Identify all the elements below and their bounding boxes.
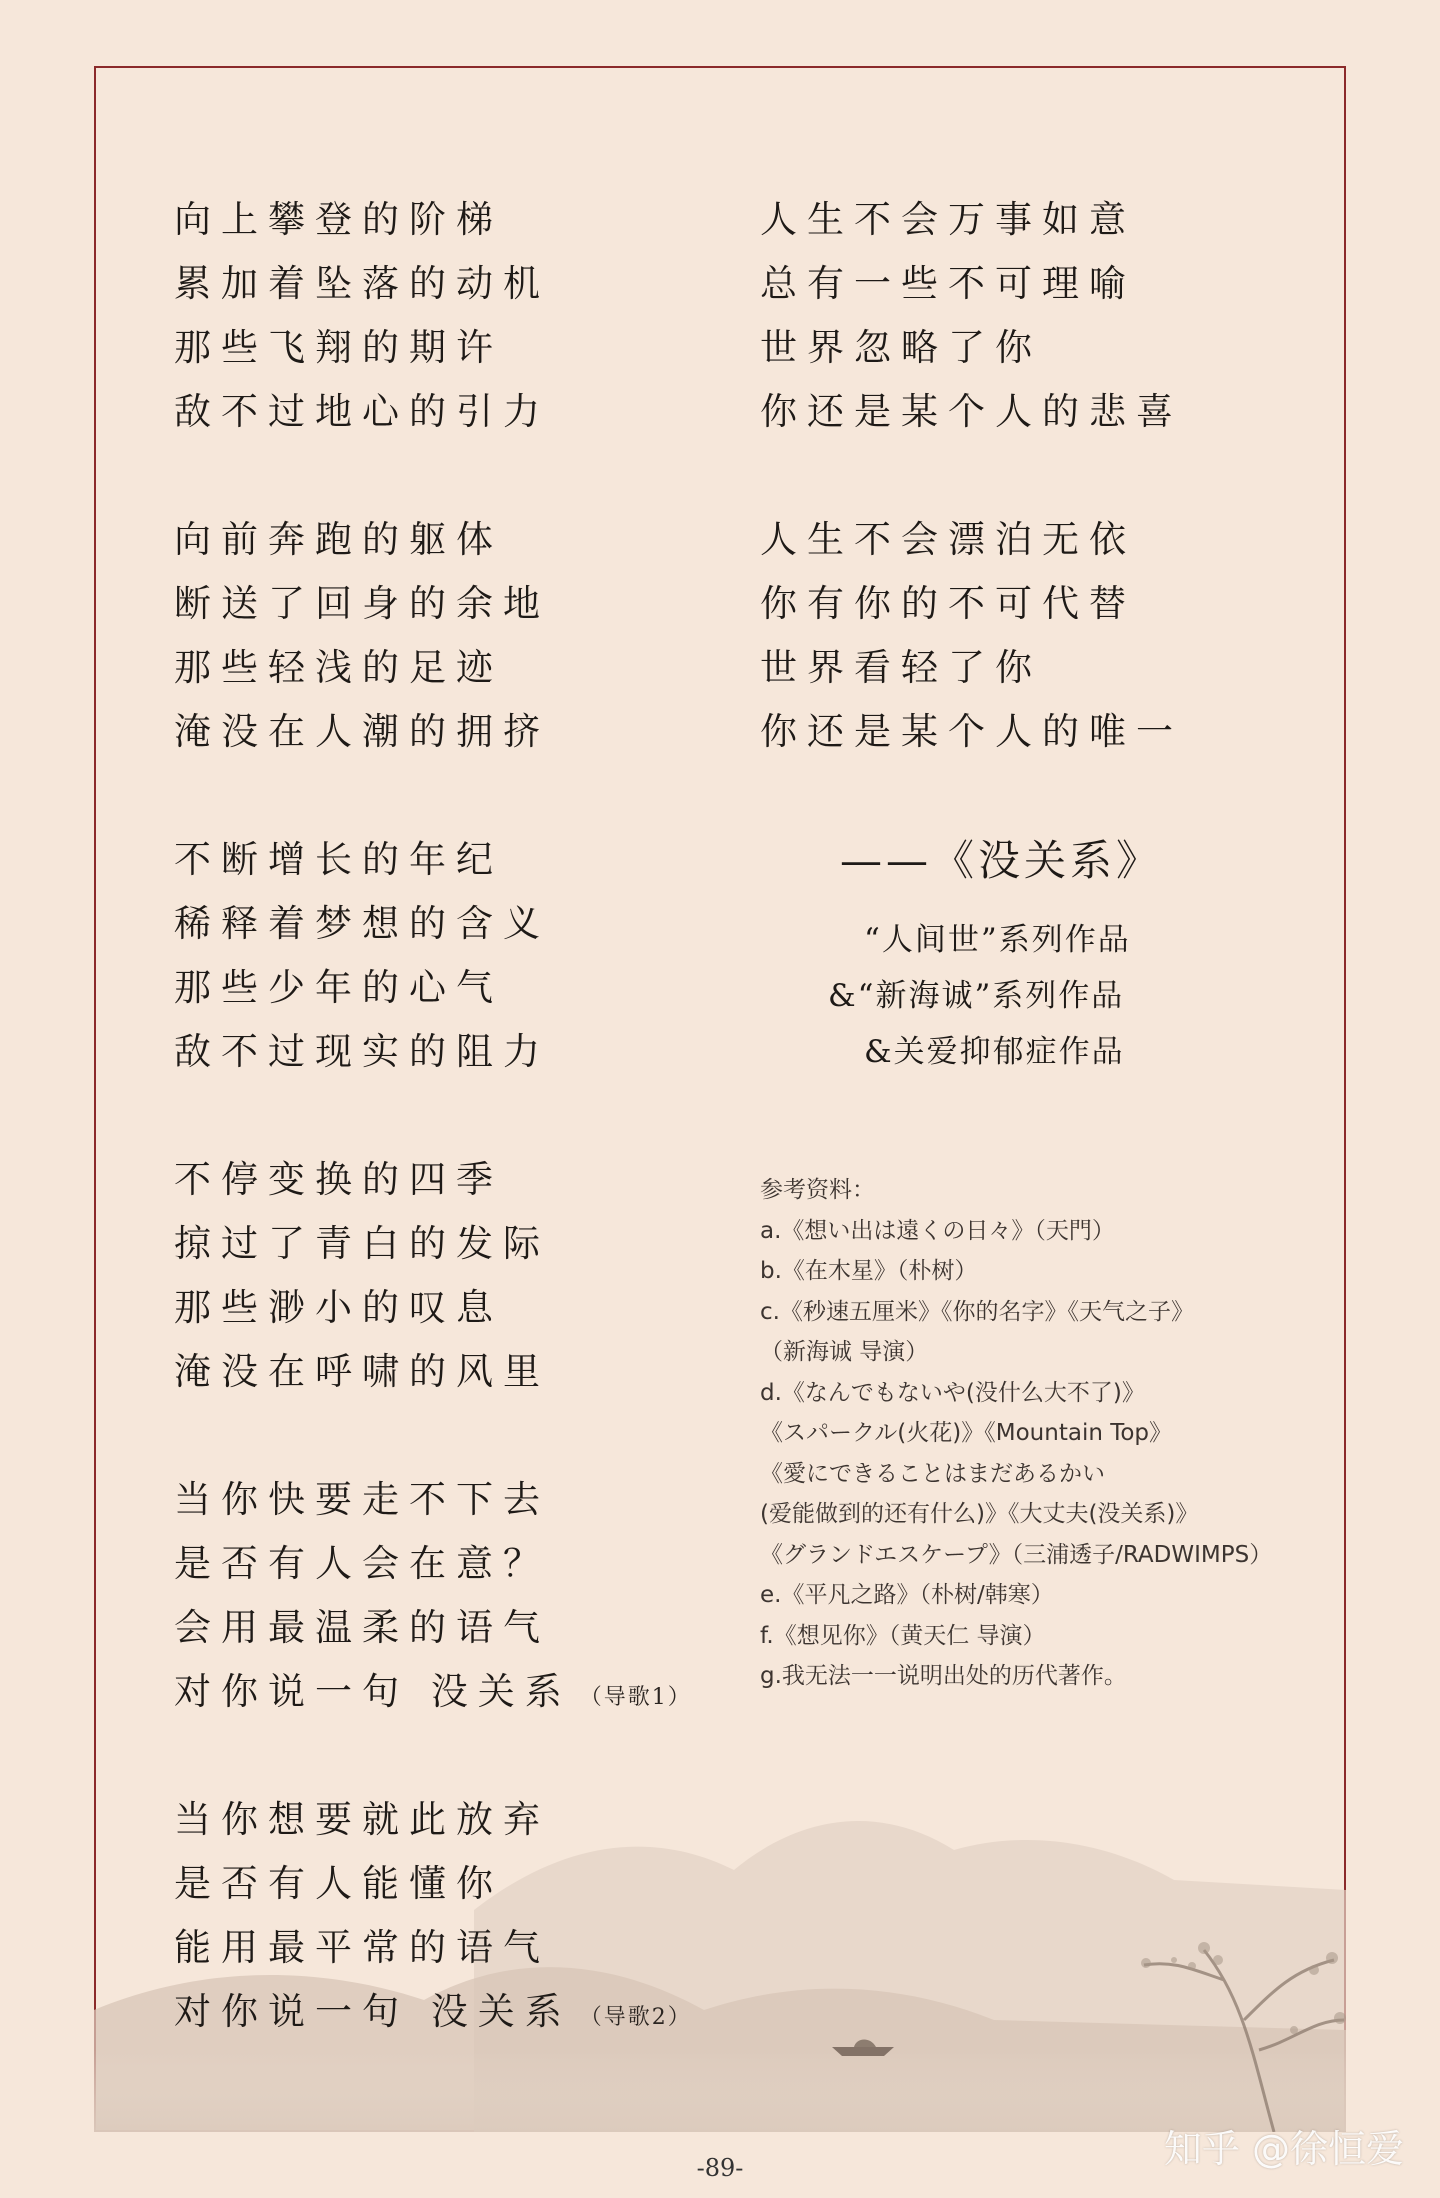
- poem-line: 你还是某个人的悲喜: [760, 390, 1183, 433]
- poem-line: 人生不会漂泊无依: [760, 518, 1136, 561]
- poem-line: 稀释着梦想的含义: [174, 902, 550, 945]
- poem-line: 当你快要走不下去: [174, 1478, 550, 1521]
- poem-line: 总有一些不可理喻: [760, 262, 1136, 305]
- poem-line: 那些飞翔的期许: [174, 326, 503, 369]
- poem-line-text: 对你说一句 没关系: [174, 1990, 572, 2033]
- stanza: [174, 508, 734, 764]
- poem-right-column: [760, 188, 1320, 828]
- stanza: [174, 1148, 734, 1404]
- reference-item: 《スパークル(火花)》《Mountain Top》: [760, 1420, 1173, 1446]
- poem-line: 那些少年的心气: [174, 966, 503, 1009]
- poem-line: 那些渺小的叹息: [174, 1286, 503, 1329]
- poem-line: 会用最温柔的语气: [174, 1606, 550, 1649]
- poem-left-column: [174, 188, 734, 2108]
- zhihu-watermark: 知乎 @徐恒爱: [1163, 2127, 1404, 2171]
- poem-line: 淹没在呼啸的风里: [174, 1350, 550, 1393]
- poem-line: 你有你的不可代替: [760, 582, 1136, 625]
- reference-item: (爱能做到的还有什么)》《大丈夫(没关系)》: [760, 1501, 1199, 1527]
- reference-item: c.《秒速五厘米》《你的名字》《天气之子》: [760, 1298, 1194, 1325]
- stanza: [760, 508, 1320, 764]
- stanza: [174, 1468, 734, 1724]
- poem-line: 能用最平常的语气: [174, 1926, 550, 1969]
- poem-line: 掠过了青白的发际: [174, 1222, 550, 1265]
- poem-line: 当你想要就此放弃: [174, 1798, 550, 1841]
- poem-line: 向上攀登的阶梯: [174, 198, 503, 241]
- reference-item: a.《想い出は遠くの日々》（天門）: [760, 1217, 1115, 1244]
- poem-line-with-note: [174, 1660, 734, 1724]
- reference-item: （新海诚 导演）: [760, 1339, 929, 1365]
- poem-line: 向前奔跑的躯体: [174, 518, 503, 561]
- poem-line: 不断增长的年纪: [174, 838, 503, 881]
- reference-item: 《愛にできることはまだあるかい: [760, 1460, 1105, 1487]
- reference-item: e.《平凡之路》（朴树/韩寒）: [760, 1582, 1054, 1608]
- reference-item: 《グランドエスケープ》（三浦透子/RADWIMPS）: [760, 1541, 1273, 1568]
- song-title: ——《没关系》: [840, 836, 1163, 885]
- poem-line: 断送了回身的余地: [174, 582, 550, 625]
- poem-line-text: 对你说一句 没关系: [174, 1670, 572, 1713]
- series-tag: “人间世”系列作品: [864, 922, 1131, 958]
- stanza: [174, 188, 734, 444]
- reference-item: f.《想见你》（黄天仁 导演）: [760, 1622, 1046, 1649]
- page-number: -89-: [696, 2154, 744, 2182]
- poem-line: 是否有人会在意？: [174, 1542, 550, 1585]
- guide-song-note: （导歌1）: [579, 1685, 692, 1710]
- poem-line: 不停变换的四季: [174, 1158, 503, 1201]
- reference-item: d.《なんでもないや(没什么大不了)》: [760, 1379, 1145, 1406]
- poem-line: 那些轻浅的足迹: [174, 646, 503, 689]
- poem-line: 累加着坠落的动机: [174, 262, 550, 305]
- stanza: [174, 828, 734, 1084]
- guide-song-note: （导歌2）: [579, 2005, 692, 2030]
- poem-line: 敌不过现实的阻力: [174, 1030, 550, 1073]
- reference-item: g.我无法一一说明出处的历代著作。: [760, 1663, 1127, 1689]
- poem-line: 人生不会万事如意: [760, 198, 1136, 241]
- references-heading: 参考资料：: [760, 1177, 875, 1203]
- poem-line-with-note: [174, 1980, 734, 2044]
- references-section: [760, 1170, 1340, 1697]
- poem-line: 世界忽略了你: [760, 326, 1042, 369]
- series-tag: &“新海诚”系列作品: [828, 978, 1125, 1014]
- stanza: [174, 1788, 734, 2044]
- poem-line: 你还是某个人的唯一: [760, 710, 1183, 753]
- poem-line: 敌不过地心的引力: [174, 390, 550, 433]
- poem-line: 世界看轻了你: [760, 646, 1042, 689]
- series-tag: &关爱抑郁症作品: [864, 1034, 1125, 1070]
- poem-line: 是否有人能懂你: [174, 1862, 503, 1905]
- stanza: [760, 188, 1320, 444]
- poem-line: 淹没在人潮的拥挤: [174, 710, 550, 753]
- reference-item: b.《在木星》（朴树）: [760, 1258, 978, 1284]
